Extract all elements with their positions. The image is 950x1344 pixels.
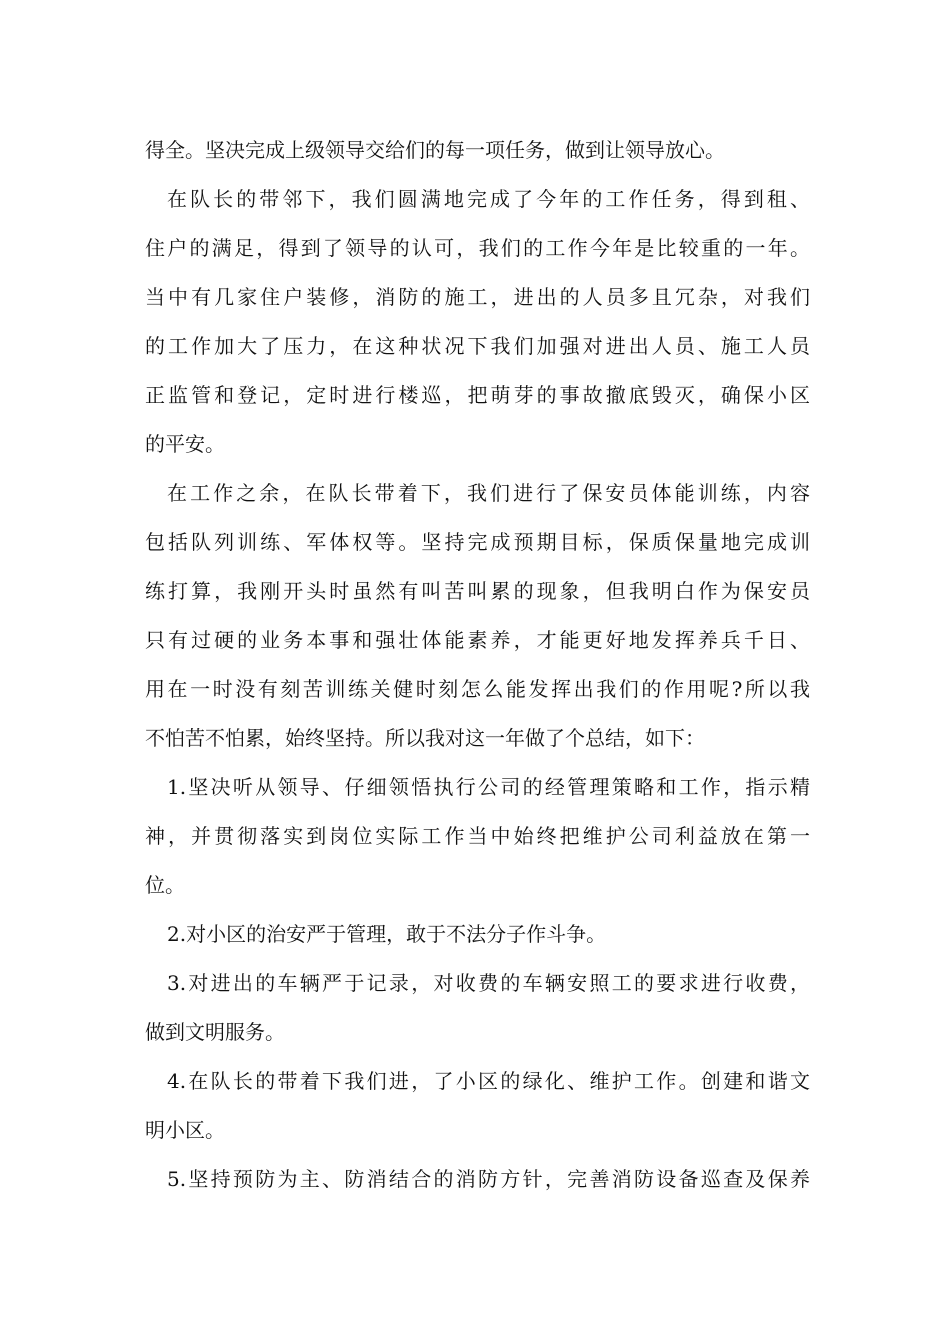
text-line: 住户的满足，得到了领导的认可，我们的工作今年是比较重的一年。 <box>145 236 810 260</box>
list-item-line: 3.对进出的车辆严于记录，对收费的车辆安照工的要求进行收费， <box>167 971 810 995</box>
document-body <box>145 126 810 1204</box>
text-line: 的平安。 <box>145 432 225 456</box>
text-line: 包括队列训练、军体权等。坚持完成预期目标，保质保量地完成训 <box>145 530 810 554</box>
list-item-line: 做到文明服务。 <box>145 1020 285 1044</box>
list-item-line: 1.坚决听从领导、仔细领悟执行公司的经管理策略和工作，指示精 <box>167 775 810 799</box>
text-line: 正监管和登记，定时进行楼巡，把萌芽的事故撤底毁灭，确保小区 <box>145 383 810 407</box>
text-line: 的工作加大了压力，在这种状况下我们加强对进出人员、施工人员 <box>145 334 810 358</box>
text-line: 在队长的带邻下，我们圆满地完成了今年的工作任务，得到租、 <box>167 187 810 211</box>
list-item-line: 2.对小区的治安严于管理，敢于不法分子作斗争。 <box>167 922 607 946</box>
text-line: 在工作之余，在队长带着下，我们进行了保安员体能训练，内容 <box>167 481 810 505</box>
text-line: 当中有几家住户装修，消防的施工，进出的人员多且冗杂，对我们 <box>145 285 810 309</box>
text-line: 不怕苦不怕累，始终坚持。所以我对这一年做了个总结，如下： <box>145 726 705 750</box>
list-item-line: 5.坚持预防为主、防消结合的消防方针，完善消防设备巡查及保养 <box>167 1167 810 1191</box>
list-item-line: 神，并贯彻落实到岗位实际工作当中始终把维护公司利益放在第一 <box>145 824 810 848</box>
text-line: 只有过硬的业务本事和强壮体能素养，才能更好地发挥养兵千日、 <box>145 628 810 652</box>
list-item-line: 位。 <box>145 873 185 897</box>
list-item-line: 明小区。 <box>145 1118 225 1142</box>
text-line: 练打算，我刚开头时虽然有叫苦叫累的现象，但我明白作为保安员 <box>145 579 810 603</box>
list-item-line: 4.在队长的带着下我们进，了小区的绿化、维护工作。创建和谐文 <box>167 1069 810 1093</box>
text-line: 用在一时没有刻苦训练关健时刻怎么能发挥出我们的作用呢?所以我 <box>145 677 810 701</box>
text-line: 得全。坚决完成上级领导交给们的每一项任务，做到让领导放心。 <box>145 138 725 162</box>
